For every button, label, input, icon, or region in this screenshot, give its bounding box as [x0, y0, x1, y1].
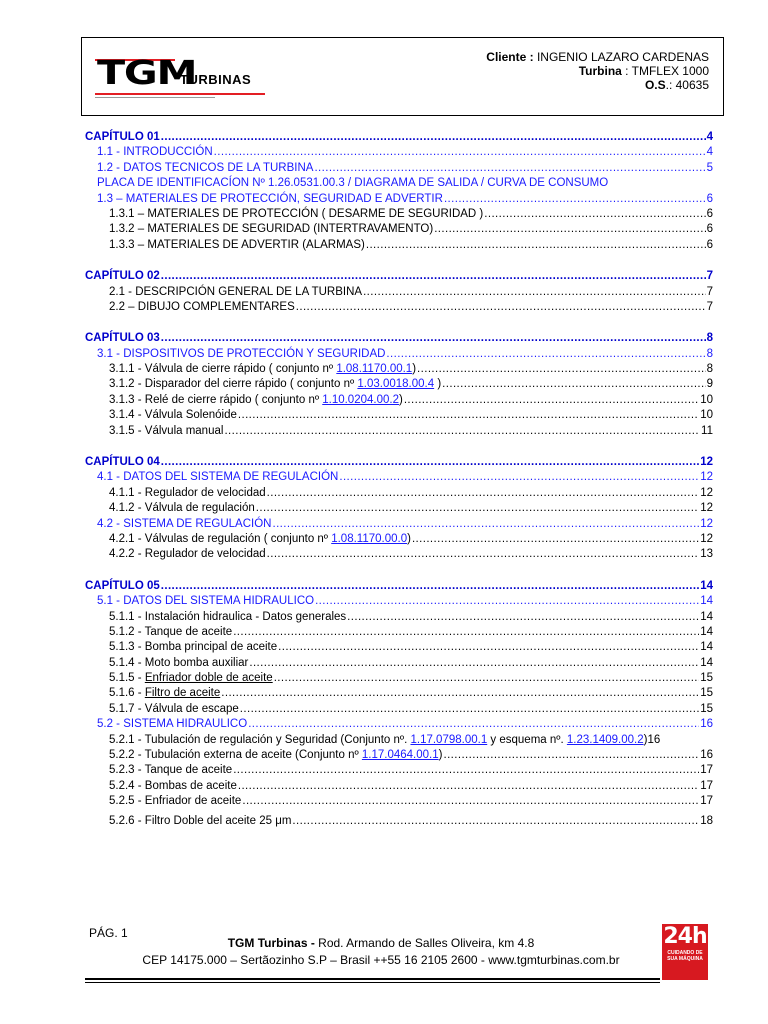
- toc-entry[interactable]: [85, 671, 713, 686]
- toc-entry-text: 5.2.1 - Tubulación de regulación y Seguridad (Conjunto nº.: [109, 733, 411, 746]
- toc-entry-title: [109, 794, 241, 809]
- toc-entry[interactable]: [85, 455, 713, 470]
- toc-entry[interactable]: [85, 285, 713, 300]
- toc-entry[interactable]: [85, 625, 713, 640]
- toc-entry-title: [109, 501, 255, 516]
- dot-leader: [296, 300, 706, 315]
- toc-entry[interactable]: [85, 687, 713, 702]
- dot-leader: [267, 547, 700, 562]
- dot-leader: [404, 393, 699, 408]
- toc-entry-text-suffix: ): [407, 532, 411, 545]
- toc-entry-title: [109, 300, 295, 315]
- toc-entry-text: 2.2 – DIBUJO COMPLEMENTARES: [109, 300, 295, 313]
- toc-entry-text: 1.3.1 – MATERIALES DE PROTECCIÓN ( DESARME DE SEGURIDAD ): [109, 207, 484, 220]
- toc-entry-title: [85, 331, 160, 346]
- dot-leader: [274, 671, 700, 686]
- dot-leader: [347, 610, 699, 625]
- dot-leader: [363, 285, 706, 300]
- dot-leader: [272, 517, 699, 532]
- toc-entry-title: [97, 145, 213, 160]
- toc-entry-text: 3.1.4 - Válvula Solenóide: [109, 409, 237, 422]
- toc-page-number: 8: [706, 363, 713, 376]
- toc-entry-text: 3.1.1 - Válvula de cierre rápido ( conjunto nº: [109, 363, 337, 376]
- assembly-number-link[interactable]: 1.08.1170.00.0: [331, 532, 408, 545]
- dot-leader: [315, 594, 699, 609]
- toc-entry[interactable]: [85, 748, 713, 763]
- toc-entry[interactable]: [85, 594, 713, 609]
- toc-entry-title: [109, 408, 237, 423]
- dot-leader: [292, 814, 699, 829]
- toc-entry-text: 5.2.2 - Tubulación externa de aceite (Conjunto nº: [109, 749, 362, 762]
- client-value: INGENIO LAZARO CARDENAS: [533, 50, 709, 64]
- toc-entry-title: [109, 671, 273, 686]
- toc-page-number: 12: [700, 502, 713, 515]
- toc-page-number: 6: [706, 223, 713, 236]
- toc-spacer: [85, 315, 713, 331]
- dot-leader: [249, 656, 699, 671]
- toc-entry[interactable]: [85, 779, 713, 794]
- toc-entry[interactable]: [85, 702, 713, 717]
- toc-entry-title: [109, 640, 277, 655]
- toc-page-number: 14: [700, 610, 713, 623]
- footer-address-line2: CEP 14175.000 – Sertãozinho S.P – Brasil ++55 16 2105 2600 - www.tgmturbinas.com.br: [142, 953, 620, 967]
- logo-main-text: TGM: [97, 53, 197, 92]
- toc-entry-text: 2.1 - DESCRIPCIÓN GENERAL DE LA TURBINA: [109, 285, 363, 298]
- toc-entry-text: 5.2.4 - Bombas de aceite: [109, 779, 237, 792]
- toc-entry[interactable]: [85, 547, 713, 562]
- toc-entry[interactable]: [85, 532, 713, 547]
- toc-entry[interactable]: [85, 145, 713, 160]
- assembly-number-link[interactable]: 1.17.0464.00.1: [361, 749, 439, 762]
- toc-entry-title: [85, 269, 160, 284]
- toc-entry-text: CAPÍTULO 05: [85, 579, 160, 592]
- toc-entry-title: [109, 702, 239, 717]
- os-label: O.S: [644, 78, 666, 92]
- toc-entry-text: 3.1.3 - Relé de cierre rápido ( conjunto nº: [109, 393, 323, 406]
- badge-big-text: 24h: [663, 924, 707, 949]
- dot-leader: [161, 130, 706, 145]
- toc-entry[interactable]: [85, 238, 713, 253]
- toc-entry-text: CAPÍTULO 03: [85, 332, 160, 345]
- toc-page-number: 12: [700, 456, 713, 469]
- toc-entry-title: [109, 222, 433, 237]
- toc-entry[interactable]: [85, 130, 713, 145]
- toc-page-number: 4: [706, 146, 713, 159]
- dot-leader: [278, 640, 699, 655]
- footer-address: [110, 935, 652, 969]
- toc-entry-title: [109, 610, 346, 625]
- toc-page-number: 5: [706, 161, 713, 174]
- toc-entry[interactable]: [85, 408, 713, 423]
- toc-entry-text: 3.1 - DISPOSITIVOS DE PROTECCIÓN Y SEGURIDAD: [97, 347, 386, 360]
- badge-small-text: CUIDANDO DE SUA MÁQUINA: [667, 950, 703, 962]
- page-number: PÁG. 1: [89, 926, 128, 940]
- toc-entry-text: 3.1.2 - Disparador del cierre rápido ( conjunto nº: [109, 378, 358, 391]
- toc-entry[interactable]: [85, 377, 713, 392]
- dot-leader: [443, 748, 699, 763]
- toc-entry-title: [97, 176, 608, 191]
- footer-address-line1: Rod. Armando de Salles Oliveira, km 4.8: [314, 936, 535, 950]
- toc-entry-title: [109, 377, 441, 392]
- toc-entry[interactable]: [85, 763, 713, 778]
- toc-entry-title: [97, 192, 443, 207]
- toc-entry[interactable]: [85, 393, 713, 408]
- dot-leader: [434, 222, 705, 237]
- toc-entry-underlined-text: Filtro de aceite: [144, 687, 221, 700]
- toc-page-number: 14: [700, 579, 713, 592]
- toc-page-number: 17: [700, 764, 713, 777]
- toc-page-number: 18: [700, 815, 713, 828]
- toc-entry-title: [109, 547, 266, 562]
- toc-page-number: 11: [701, 424, 713, 437]
- toc-entry-text: 1.3.2 – MATERIALES DE SEGURIDAD (INTERTRAVAMENTO): [109, 223, 434, 236]
- toc-entry[interactable]: [85, 640, 713, 655]
- toc-page-number: 8: [706, 347, 713, 360]
- toc-entry-title: [109, 285, 362, 300]
- toc-spacer: [85, 563, 713, 579]
- toc-entry-text-suffix: ): [434, 378, 442, 391]
- toc-entry-text: 5.1.7 - Válvula de escape: [109, 702, 239, 715]
- dot-leader: [366, 238, 706, 253]
- toc-entry-text: PLACA DE IDENTIFICACÍON Nº 1.26.0531.00.3 / DIAGRAMA DE SALIDA / CURVA DE CONSUMO: [97, 177, 609, 190]
- toc-spacer: [85, 253, 713, 269]
- toc-entry[interactable]: [85, 517, 713, 532]
- toc-entry-title: [97, 470, 338, 485]
- toc-entry-title: [109, 779, 237, 794]
- toc-entry[interactable]: [85, 269, 713, 284]
- 24h-badge: [662, 924, 708, 980]
- dot-leader: [417, 362, 706, 377]
- toc-entry-title: [85, 455, 160, 470]
- toc-page-number: 17: [700, 779, 713, 792]
- schema-number-link[interactable]: 1.23.1409.00.2: [566, 733, 644, 746]
- toc-page-number: 16: [647, 733, 661, 746]
- toc-entry[interactable]: [85, 810, 713, 830]
- toc-page-number: 9: [706, 378, 713, 391]
- assembly-number-link[interactable]: 1.10.0204.00.2: [322, 393, 399, 406]
- toc-entry-title: [109, 748, 442, 763]
- dot-leader: [161, 579, 699, 594]
- turbine-value: : TMFLEX 1000: [621, 64, 709, 78]
- dot-leader: [484, 207, 705, 222]
- toc-entry-title: [109, 207, 483, 222]
- toc-page-number: 14: [700, 656, 713, 669]
- dot-leader: [339, 470, 699, 485]
- toc-entry-title: [85, 579, 160, 594]
- toc-entry-title: [109, 686, 220, 701]
- toc-entry-text: 5.2.6 - Filtro Doble del aceite 25 μm: [109, 815, 292, 828]
- toc-entry-title: [109, 814, 291, 829]
- toc-page-number: 10: [700, 393, 713, 406]
- toc-page-number: 8: [706, 332, 713, 345]
- toc-entry[interactable]: [85, 331, 713, 346]
- dot-leader: [386, 347, 705, 362]
- toc-page-number: 12: [700, 471, 713, 484]
- toc-page-number: 12: [700, 532, 713, 545]
- toc-entry-title: [109, 486, 266, 501]
- toc-entry[interactable]: [85, 424, 713, 439]
- toc-entry-title: [97, 517, 271, 532]
- toc-entry[interactable]: [85, 300, 713, 315]
- footer-rule-thin: [85, 982, 660, 983]
- toc-entry-title: [109, 238, 365, 253]
- toc-entry-text: CAPÍTULO 01: [85, 130, 160, 143]
- toc-entry-text-suffix: ): [398, 393, 403, 406]
- toc-page-number: 7: [706, 285, 713, 298]
- toc-entry[interactable]: [85, 733, 713, 748]
- toc-entry-title: [97, 347, 385, 362]
- toc-entry-text: 5.1.6 -: [109, 687, 145, 700]
- toc-entry-text: 4.2 - SISTEMA DE REGULACIÓN: [97, 517, 272, 530]
- toc-entry-underlined-text: Enfriador doble de aceite: [144, 672, 273, 685]
- toc-page-number: 14: [700, 625, 713, 638]
- dot-leader: [442, 377, 705, 392]
- toc-entry-title: [109, 424, 223, 439]
- toc-entry-title: [109, 733, 647, 748]
- toc-entry-text: 5.1 - DATOS DEL SISTEMA HIDRAULICO: [97, 595, 315, 608]
- toc-page-number: 16: [700, 718, 713, 731]
- os-value: .: 40635: [665, 78, 709, 92]
- toc-entry-title: [109, 393, 403, 408]
- toc-entry[interactable]: [85, 222, 713, 237]
- toc-page-number: 16: [700, 749, 713, 762]
- toc-entry[interactable]: [85, 794, 713, 809]
- toc-entry-text: 4.2.2 - Regulador de velocidad: [109, 548, 266, 561]
- assembly-number-link[interactable]: 1.17.0798.00.1: [410, 733, 488, 746]
- toc-entry-text: 1.1 - INTRODUCCIÓN: [97, 146, 213, 159]
- dot-leader: [412, 532, 699, 547]
- dot-leader: [161, 455, 699, 470]
- dot-leader: [238, 408, 699, 423]
- toc-entry-text: 5.2 - SISTEMA HIDRAULICO: [97, 718, 248, 731]
- toc-entry-text: 4.1.2 - Válvula de regulación: [109, 502, 255, 515]
- toc-page-number: 7: [706, 270, 713, 283]
- dot-leader: [224, 424, 700, 439]
- toc-page-number: 10: [700, 409, 713, 422]
- toc-entry-text: 4.1 - DATOS DEL SISTEMA DE REGULACIÓN: [97, 471, 339, 484]
- toc-page-number: 14: [700, 595, 713, 608]
- toc-entry-text: CAPÍTULO 02: [85, 270, 160, 283]
- toc-entry-text: 1.3 – MATERIALES DE PROTECCIÓN, SEGURIDAD E ADVERTIR: [97, 192, 443, 205]
- assembly-number-link[interactable]: 1.08.1170.00.1: [336, 363, 413, 376]
- turbine-label: Turbina: [578, 64, 622, 78]
- toc-entry-text: 5.1.4 - Moto bomba auxiliar: [109, 656, 249, 669]
- toc-page-number: 12: [700, 486, 713, 499]
- dot-leader: [248, 717, 699, 732]
- toc-page-number: 4: [706, 130, 713, 143]
- toc-entry-text-suffix: ): [438, 749, 443, 762]
- toc-entry[interactable]: [85, 656, 713, 671]
- toc-entry-text-suffix: y esquema nº.: [487, 733, 567, 746]
- toc-entry[interactable]: [85, 362, 713, 377]
- toc-entry-text: 4.1.1 - Regulador de velocidad: [109, 486, 266, 499]
- dot-leader: [233, 625, 699, 640]
- toc-entry-title: [97, 161, 313, 176]
- dot-leader: [267, 486, 700, 501]
- dot-leader: [256, 501, 699, 516]
- footer-rule: [85, 978, 660, 980]
- client-info: [486, 50, 709, 92]
- assembly-number-link[interactable]: 1.03.0018.00.4: [357, 378, 435, 391]
- toc-entry-title: [109, 532, 411, 547]
- toc-entry-title: [109, 625, 232, 640]
- toc-page-number: 15: [700, 687, 713, 700]
- toc-page-number: 7: [706, 300, 713, 313]
- toc-entry-title: [97, 717, 247, 732]
- toc-entry-text: 5.1.1 - Instalación hidraulica - Datos generales: [109, 610, 347, 623]
- toc-entry-text: 5.2.5 - Enfriador de aceite: [109, 795, 242, 808]
- toc-entry-title: [109, 362, 416, 377]
- toc-page-number: 15: [700, 702, 713, 715]
- toc-entry-text: 1.3.3 – MATERIALES DE ADVERTIR (ALARMAS): [109, 238, 365, 251]
- toc-entry-text: 5.1.3 - Bomba principal de aceite: [109, 641, 278, 654]
- toc-page-number: 6: [706, 207, 713, 220]
- toc-entry-text: CAPÍTULO 04: [85, 456, 160, 469]
- tgm-logo: [95, 53, 285, 103]
- toc-entry[interactable]: [85, 610, 713, 625]
- toc-page-number: 12: [700, 517, 713, 530]
- toc-entry-text: 5.1.5 -: [109, 672, 145, 685]
- toc-entry[interactable]: [85, 470, 713, 485]
- toc-entry-title: [109, 656, 248, 671]
- dot-leader: [214, 145, 706, 160]
- toc-spacer: [85, 439, 713, 455]
- dot-leader: [242, 794, 699, 809]
- logo-sub-text: TURBINAS: [180, 72, 252, 87]
- dot-leader: [444, 192, 706, 207]
- toc-entry[interactable]: [85, 717, 713, 732]
- toc-page-number: 6: [706, 192, 713, 205]
- table-of-contents: [85, 130, 713, 830]
- toc-entry[interactable]: [85, 579, 713, 594]
- toc-page-number: 13: [700, 548, 713, 561]
- dot-leader: [240, 702, 699, 717]
- toc-entry[interactable]: [85, 486, 713, 501]
- dot-leader: [238, 779, 699, 794]
- toc-page-number: 6: [706, 238, 713, 251]
- toc-page-number: 15: [700, 672, 713, 685]
- toc-entry-text-suffix: ): [643, 733, 648, 746]
- toc-entry-text: 5.2.3 - Tanque de aceite: [109, 764, 233, 777]
- dot-leader: [314, 161, 705, 176]
- document-header: [81, 37, 724, 116]
- toc-entry-text: 3.1.5 - Válvula manual: [109, 424, 224, 437]
- footer-company: TGM Turbinas -: [227, 936, 315, 950]
- toc-entry[interactable]: [85, 207, 713, 222]
- toc-entry-text: 1.2 - DATOS TECNICOS DE LA TURBINA: [97, 161, 314, 174]
- toc-page-number: 14: [700, 641, 713, 654]
- toc-entry-text: 4.2.1 - Válvulas de regulación ( conjunto nº: [109, 532, 332, 545]
- dot-leader: [221, 686, 699, 701]
- toc-entry-text-suffix: ): [412, 363, 417, 376]
- toc-entry[interactable]: [85, 176, 713, 191]
- toc-entry[interactable]: [85, 501, 713, 516]
- toc-entry-title: [97, 594, 314, 609]
- toc-entry-title: [109, 763, 232, 778]
- toc-entry[interactable]: [85, 192, 713, 207]
- toc-entry[interactable]: [85, 347, 713, 362]
- toc-entry[interactable]: [85, 161, 713, 176]
- toc-entry-text: 5.1.2 - Tanque de aceite: [109, 625, 233, 638]
- dot-leader: [233, 763, 699, 778]
- toc-entry-title: [85, 130, 160, 145]
- dot-leader: [161, 331, 706, 346]
- client-label: Cliente :: [486, 50, 534, 64]
- dot-leader: [161, 269, 706, 284]
- toc-page-number: 17: [700, 795, 713, 808]
